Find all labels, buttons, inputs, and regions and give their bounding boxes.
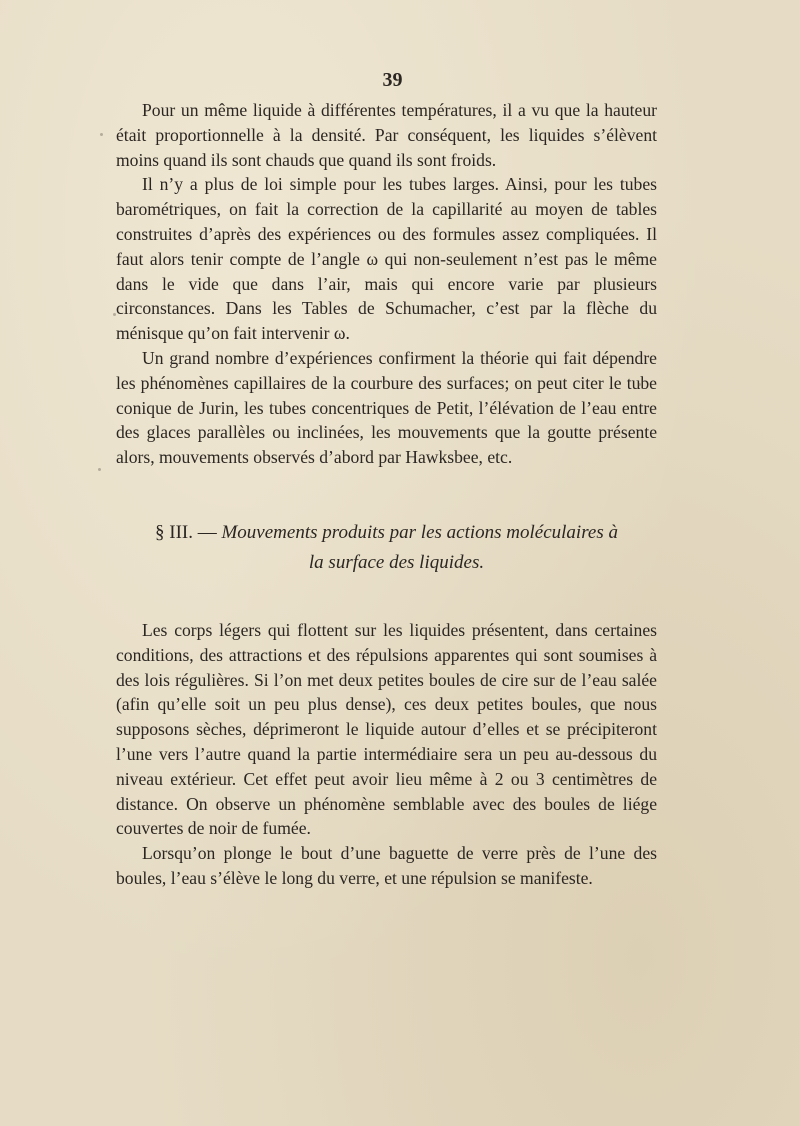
paper-speck xyxy=(100,133,103,136)
section-heading xyxy=(116,518,657,578)
book-page xyxy=(116,62,657,891)
section-title-line1: Mouvements produits par les actions moléculaires à xyxy=(221,521,618,543)
paragraph-temperature: Pour un même liquide à différentes températures, il a vu que la hauteur était proportionnelle à la densité. Par conséquent, les liquides s’élèvent moins quand ils sont chauds que quand ils sont froids. xyxy=(116,100,657,170)
paper-speck xyxy=(98,468,101,471)
paragraph-experiments: Un grand nombre d’expériences confirment la théorie qui fait dépendre les phénomènes capillaires de la courbure des surfaces; on peut citer le tube conique de Jurin, les tubes concentriques de Petit, l’élévation de l’eau entre des glaces parallèles ou inclinées, les mouvements que la goutte présente alors, mouvements observés d’abord par Hawksbee, etc. xyxy=(116,347,657,468)
section-title-line2: la surface des liquides. xyxy=(308,551,485,573)
page-number: 39 xyxy=(382,69,403,91)
paper-speck xyxy=(113,313,116,316)
section-body xyxy=(116,618,657,891)
paper-speck xyxy=(638,383,641,386)
section-number: § III. xyxy=(155,521,193,543)
paragraph-floating-bodies: Les corps légers qui flottent sur les liquides présentent, dans certaines conditions, des attractions et des répulsions apparentes qui sont soumises à des lois régulières. Si l’on met deux petites boules de cire sur de l’eau salée (afin qu’elle soit un peu plus dense), ces deux petites boules, que nous supposons sèches, déprimeront le liquide autour d’elles et se précipiteront l’une vers l’autre quand la partie intermédiaire sera un peu au-dessous du niveau extérieur. Cet effet peut avoir lieu même à 2 ou 3 centimètres de distance. On observe un phénomène semblable avec des boules de liége couvertes de noir de fumée. xyxy=(116,619,657,839)
paragraph-large-tubes: Il n’y a plus de loi simple pour les tubes larges. Ainsi, pour les tubes barométriques, on fait la correction de la capillarité au moyen de tables construites d’après des expériences ou des formules assez compliquées. Il faut alors tenir compte de l’angle ω qui non-seulement n’est pas le même dans le vide que dans l’air, mais qui encore varie par plusieurs circonstances. Dans les Tables de Schumacher, c’est par la flèche du ménisque qu’on fait intervenir ω. xyxy=(116,174,657,344)
section-dash: — xyxy=(197,521,217,543)
paragraph-glass-rod: Lorsqu’on plonge le bout d’une baguette de verre près de l’une des boules, l’eau s’élève le long du verre, et une répulsion se manifeste. xyxy=(116,843,657,888)
